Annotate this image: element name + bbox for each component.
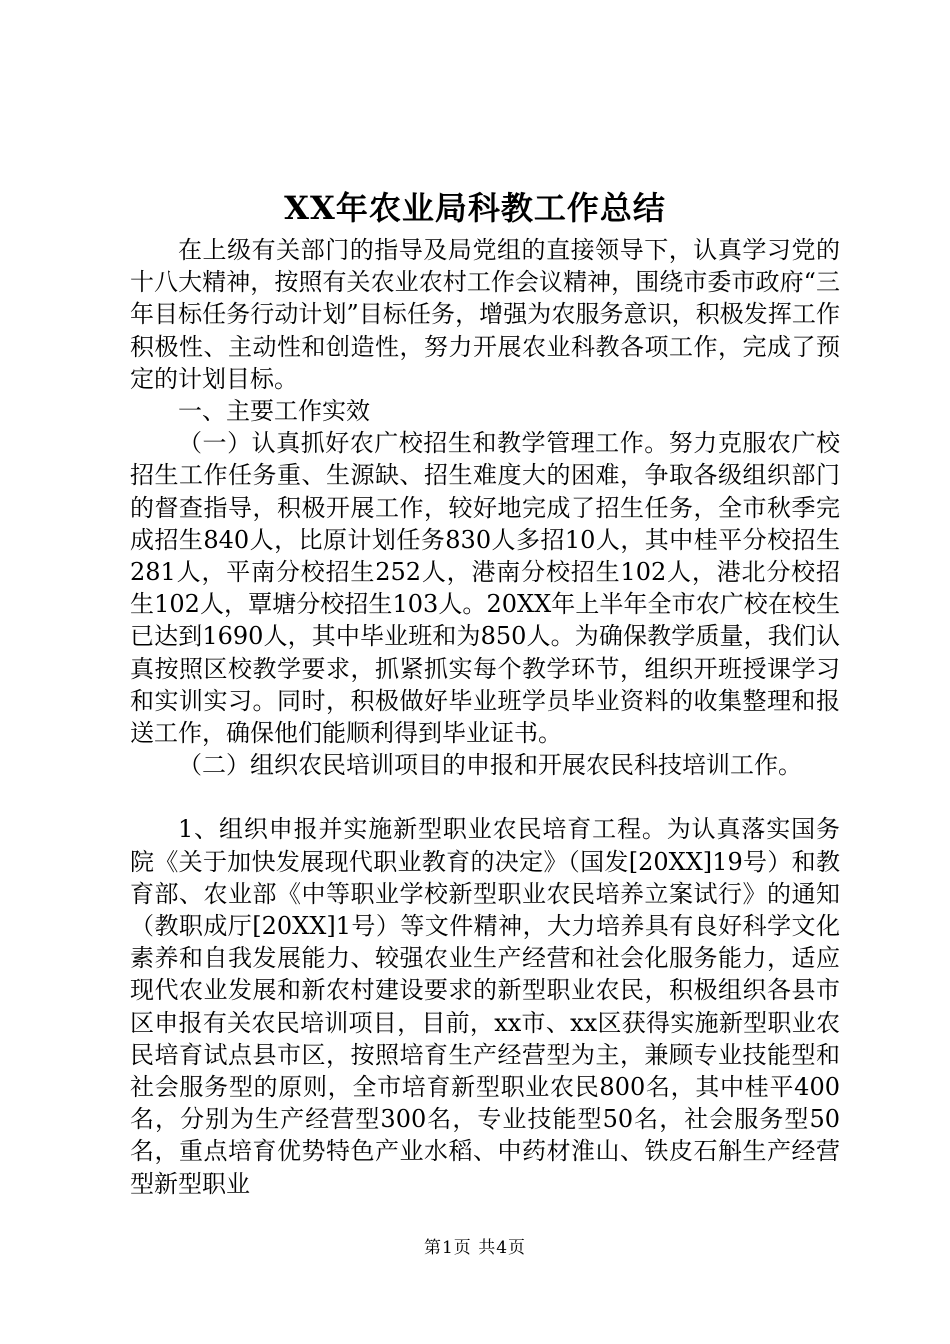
intro-paragraph: 在上级有关部门的指导及局党组的直接领导下，认真学习党的十八大精神，按照有关农业农村工作会议精神，围绕市委市政府“三年目标任务行动计划”目标任务，增强为农服务意识，积极发挥工作积极性、主动性和创造性，努力开展农业科教各项工作，完成了预定的计划目标。 xyxy=(130,236,840,393)
paragraph-new-farmer-program: 1、组织申报并实施新型职业农民培育工程。为认真落实国务院《关于加快发展现代职业教育的决定》（国发[20XX]19号）和教育部、农业部《中等职业学校新型职业农民培养立案试行》的通知（教职成厅[20XX]1号）等文件精神，大力培养具有良好科学文化素养和自我发展能力、较强农业生产经营和社会化服务能力，适应现代农业发展和新农村建设要求的新型职业农民，积极组织各县市区申报有关农民培训项目，目前，xx市、xx区获得实施新型职业农民培育试点县市区，按照培育生产经营型为主，兼顾专业技能型和社会服务型的原则，全市培育新型职业农民800名，其中桂平400名，分别为生产经营型300名，专业技能型50名，社会服务型50名，重点培育优势特色产业水稻、中药材淮山、铁皮石斛生产经营型新型职业 xyxy=(130,815,840,1198)
paragraph-enrollment-teaching: （一）认真抓好农广校招生和教学管理工作。努力克服农广校招生工作任务重、生源缺、招生难度大的困难，争取各级组织部门的督查指导，积极开展工作，较好地完成了招生任务，全市秋季完成招生840人，比原计划任务830人多招10人，其中桂平分校招生281人，平南分校招生252人，港南分校招生102人，港北分校招生102人，覃塘分校招生103人。20XX年上半年全市农广校在校生已达到1690人，其中毕业班和为850人。为确保教学质量，我们认真按照区校教学要求，抓紧抓实每个教学环节，组织开班授课学习和实训实习。同时，积极做好毕业班学员毕业资料的收集整理和报送工作，确保他们能顺利得到毕业证书。 xyxy=(130,429,840,748)
paragraph-spacer xyxy=(130,781,840,813)
section-heading-main-results: 一、主要工作实效 xyxy=(178,397,370,426)
heading-farmer-training: （二）组织农民培训项目的申报和开展农民科技培训工作。 xyxy=(178,751,802,780)
page-number-footer: 第1页 共4页 xyxy=(423,1238,527,1258)
document-title: XX年农业局科教工作总结 xyxy=(284,189,666,227)
document-body xyxy=(130,234,840,1200)
